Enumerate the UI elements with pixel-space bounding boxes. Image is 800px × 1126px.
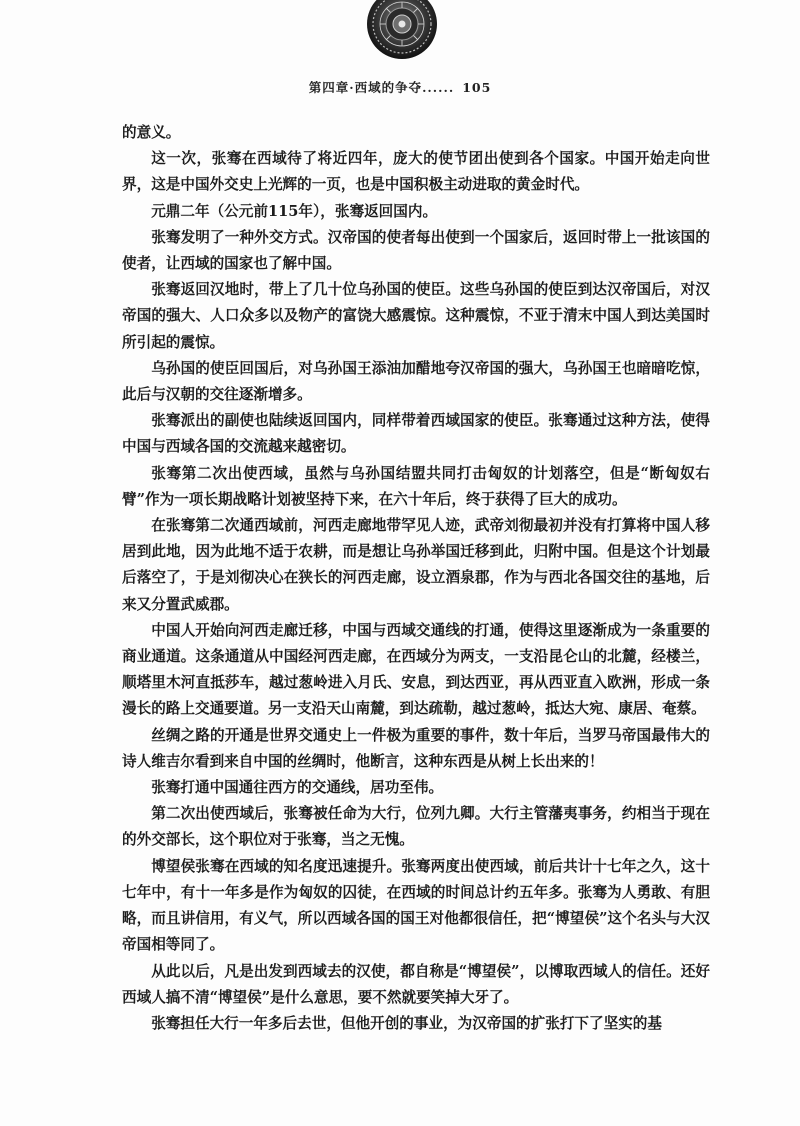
paragraph: 张骞第二次出使西域，虽然与乌孙国结盟共同打击匈奴的计划落空，但是“断匈奴右臂”作为一项长期战略计划被坚持下来，在六十年后，终于获得了巨大的成功。 bbox=[122, 464, 710, 508]
page-number: 105 bbox=[462, 80, 492, 95]
paragraph: 张骞打通中国通往西方的交通线，居功至伟。 bbox=[151, 779, 444, 797]
paragraph: 在张骞第二次通西域前，河西走廊地带罕见人迹，武帝刘彻最初并没有打算将中国人移居到此地，因为此地不适于农耕，而是想让乌孙举国迁移到此，归附中国。但是这个计划最后落空了，于是刘彻决心在狭长的河西走廊，设立酒泉郡，作为与西北各国交往的基地，后来又分置武威郡。 bbox=[122, 517, 710, 613]
paragraph: 丝绸之路的开通是世界交通史上一件极为重要的事件，数十年后，当罗马帝国最伟大的诗人维吉尔看到来自中国的丝绸时，他断言，这种东西是从树上长出来的！ bbox=[122, 726, 710, 770]
running-head bbox=[0, 78, 800, 96]
running-title: 第四章·西域的争夺...... bbox=[308, 80, 455, 95]
paragraph: 的意义。 bbox=[122, 124, 181, 141]
paragraph: 从此以后，凡是出发到西域去的汉使，都自称是“博望侯”，以博取西域人的信任。还好西域人搞不清“博望侯”是什么意思，要不然就要笑掉大牙了。 bbox=[122, 962, 710, 1006]
bronze-mirror-icon bbox=[366, 0, 438, 60]
paragraph: 张骞派出的副使也陆续返回国内，同样带着西域国家的使臣。张骞通过这种方法，使得中国与西域各国的交流越来越密切。 bbox=[122, 412, 710, 456]
paragraph: 博望侯张骞在西域的知名度迅速提升。张骞两度出使西域，前后共计十七年之久，这十七年中，有十一年多是作为匈奴的囚徒，在西域的时间总计约五年多。张骞为人勇敢、有胆略，而且讲信用，有义气，所以西域各国的国王对他都很信任，把“博望侯”这个名头与大汉帝国相等同了。 bbox=[122, 857, 710, 954]
paragraph: 中国人开始向河西走廊迁移，中国与西域交通线的打通，使得这里逐渐成为一条重要的商业通道。这条通道从中国经河西走廊，在西域分为两支，一支沿昆仑山的北麓，经楼兰，顺塔里木河直抵莎车，越过葱岭进入月氏、安息，到达西亚，再从西亚直入欧洲，形成一条漫长的路上交通要道。另一支沿天山南麓，到达疏勒，越过葱岭，抵达大宛、康居、奄蔡。 bbox=[122, 621, 710, 718]
paragraph: 张骞返回汉地时，带上了几十位乌孙国的使臣。这些乌孙国的使臣到达汉帝国后，对汉帝国的强大、人口众多以及物产的富饶大感震惊。这种震惊，不亚于清末中国人到达美国时所引起的震惊。 bbox=[122, 281, 710, 351]
paragraph: 这一次，张骞在西域待了将近四年，庞大的使节团出使到各个国家。中国开始走向世界，这是中国外交史上光辉的一页，也是中国积极主动进取的黄金时代。 bbox=[122, 150, 710, 194]
paragraph: 第二次出使西域后，张骞被任命为大行，位列九卿。大行主管藩夷事务，约相当于现在的外交部长，这个职位对于张骞，当之无愧。 bbox=[122, 805, 710, 849]
paragraph: 元鼎二年（公元前115年），张骞返回国内。 bbox=[151, 202, 438, 220]
paragraph: 张骞发明了一种外交方式。汉帝国的使者每出使到一个国家后，返回时带上一批该国的使者，让西域的国家也了解中国。 bbox=[122, 228, 710, 273]
paragraph: 乌孙国的使臣回国后，对乌孙国王添油加醋地夸汉帝国的强大，乌孙国王也暗暗吃惊，此后与汉朝的交往逐渐增多。 bbox=[122, 359, 710, 404]
paragraph: 张骞担任大行一年多后去世，但他开创的事业，为汉帝国的扩张打下了坚实的基 bbox=[151, 1014, 662, 1032]
body-text bbox=[122, 120, 710, 1037]
